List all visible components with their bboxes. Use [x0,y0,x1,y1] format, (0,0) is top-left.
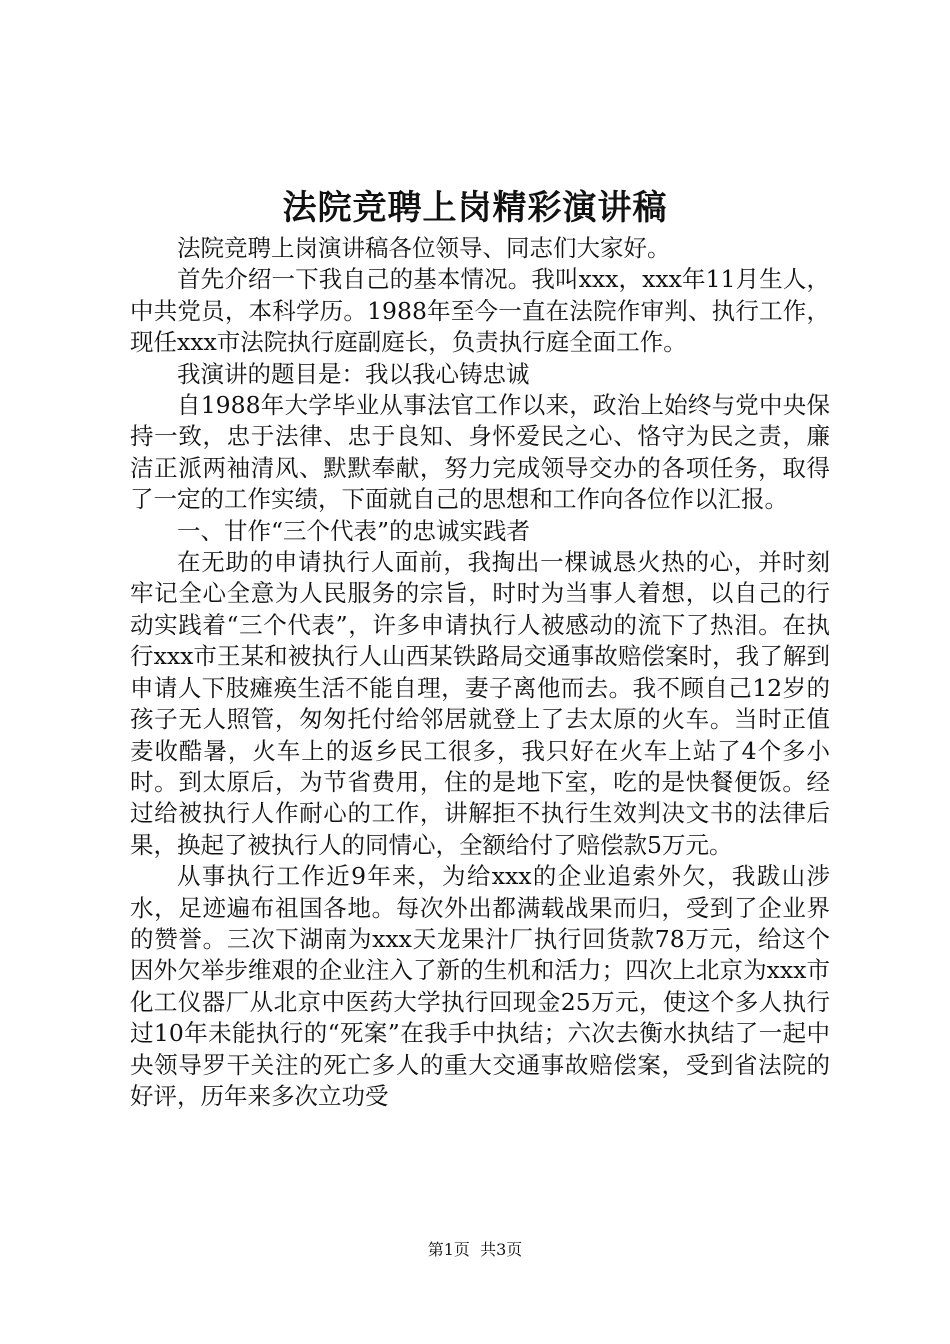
section-heading-one: 一、甘作“三个代表”的忠诚实践者 [177,516,531,545]
paragraph-topic: 我演讲的题目是：我以我心铸忠诚 [177,359,530,388]
paragraph-execution-work: 从事执行工作近9年来，为给xxx的企业追索外欠，我跋山涉水，足迹遍布祖国各地。每次外出都满载战果而归，受到了企业界的赞誉。三次下湖南为xxx天龙果汁厂执行回货款78万元，给这个因外欠举步维艰的企业注入了新的生机和活力；四次上北京为xxx市化工仪器厂从北京中医药大学执行回现金25万元，使这个多人执行过10年未能执行的“死案”在我手中执结；六次去衡水执结了一起中央领导罗干关注的死亡多人的重大交通事故赔偿案，受到省法院的好评，历年来多次立功受 [130,862,830,1110]
paragraph-overview: 自1988年大学毕业从事法官工作以来，政治上始终与党中央保持一致，忠于法律、忠于良知、身怀爱民之心、恪守为民之责，廉洁正派两袖清风、默默奉献，努力完成领导交办的各项任务，取得了一定的工作实绩，下面就自己的思想和工作向各位作以汇报。 [130,391,830,514]
page-number: 第1页 [427,1240,470,1259]
document-title: 法院竞聘上岗精彩演讲稿 [282,188,668,228]
paragraph-case-story: 在无助的申请执行人面前，我掏出一棵诚恳火热的心，并时刻牢记全心全意为人民服务的宗旨，时时为当事人着想，以自己的行动实践着“三个代表”，许多申请执行人被感动的流下了热泪。在执行xxx市王某和被执行人山西某铁路局交通事故赔偿案时，我了解到申请人下肢瘫痪生活不能自理，妻子离他而去。我不顾自己12岁的孩子无人照管，匆匆托付给邻居就登上了去太原的火车。当时正值麦收酷暑，火车上的返乡民工很多，我只好在火车上站了4个多小时。到太原后，为节省费用，住的是地下室，吃的是快餐便饭。经过给被执行人作耐心的工作，讲解拒不执行生效判决文书的法律后果，换起了被执行人的同情心，全额给付了赔偿款5万元。 [130,548,830,859]
page-footer [0,1240,950,1260]
page-total: 共3页 [480,1240,523,1259]
paragraph-introduction: 首先介绍一下我自己的基本情况。我叫xxx，xxx年11月生人，中共党员，本科学历。1988年至今一直在法院作审判、执行工作，现任xxx市法院执行庭副庭长，负责执行庭全面工作。 [130,265,830,357]
footer-separator [470,1240,480,1259]
document-body [130,233,830,1112]
paragraph-greeting: 法院竞聘上岗演讲稿各位领导、同志们大家好。 [177,234,671,262]
